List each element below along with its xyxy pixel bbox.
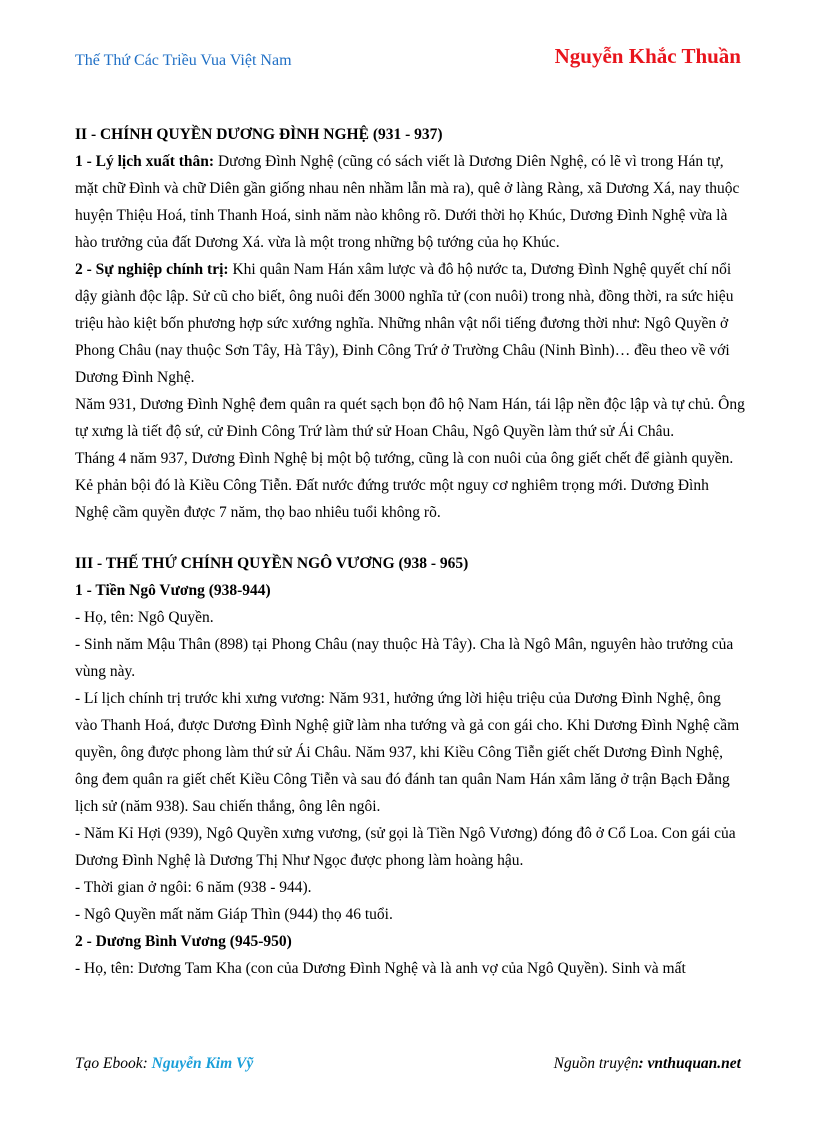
paragraph: Năm 931, Dương Đình Nghệ đem quân ra quét sạch bọn đô hộ Nam Hán, tái lập nền độc lập và tự chủ. Ông tự xưng là tiết độ sứ, cử Đinh Công Trứ làm thứ sử Hoan Châu, Ngô Quyền làm thứ sử Ái Châu.	[75, 396, 745, 440]
paragraph-label: 1 - Lý lịch xuất thân:	[75, 153, 215, 170]
subsection-title: 2 - Dương Bình Vương (945-950)	[75, 933, 292, 950]
paragraph	[75, 256, 745, 391]
paragraph-label: 2 - Sự nghiệp chính trị:	[75, 261, 229, 278]
list-item: - Họ, tên: Ngô Quyền.	[75, 609, 214, 626]
list-item: - Họ, tên: Dương Tam Kha (con của Dương Đình Nghệ và là anh vợ của Ngô Quyền). Sinh và mất	[75, 960, 686, 977]
paragraph-text: Dương Đình Nghệ (cũng có sách viết là Dương Diên Nghệ, có lẽ vì trong Hán tự, mặt chữ Đình và chữ Diên gần giống nhau nên nhầm lẫn mà ra), quê ở làng Ràng, xã Dương Xá, nay thuộc huyện Thiệu Hoá, tỉnh Thanh Hoá, sinh năm nào không rõ. Dưới thời họ Khúc, Dương Đình Nghệ vừa là hào trưởng của đất Dương Xá. vừa là một trong những bộ tướng của họ Khúc.	[75, 153, 740, 251]
list-item: - Sinh năm Mậu Thân (898) tại Phong Châu (nay thuộc Hà Tây). Cha là Ngô Mân, nguyên hào trưởng của vùng này.	[75, 636, 734, 680]
list-item: - Thời gian ở ngôi: 6 năm (938 - 944).	[75, 879, 312, 896]
source-site[interactable]: vnthuquan.net	[647, 1055, 741, 1072]
author-name: Nguyễn Khắc Thuần	[554, 44, 741, 68]
section-title: II - CHÍNH QUYỀN DƯƠNG ĐÌNH NGHỆ (931 - 937)	[75, 126, 443, 143]
document-body	[75, 121, 745, 982]
ebook-creator-name: Nguyễn Kim Vỹ	[151, 1055, 254, 1072]
paragraph-text: Khi quân Nam Hán xâm lược và đô hộ nước ta, Dương Đình Nghệ quyết chí nổi dậy giành độc lập. Sử cũ cho biết, ông nuôi đến 3000 nghĩa tử (con nuôi) trong nhà, đồng thời, ra sức hiệu triệu hào kiệt bốn phương hợp sức xướng nghĩa. Những nhân vật nổi tiếng đương thời như: Ngô Quyền ở Phong Châu (nay thuộc Sơn Tây, Hà Tây), Đinh Công Trứ ở Trường Châu (Ninh Bình)… đều theo về với Dương Đình Nghệ.	[75, 261, 734, 386]
list-item: - Ngô Quyền mất năm Giáp Thìn (944) thọ 46 tuổi.	[75, 906, 393, 923]
source-credit: Nguồn truyện: vnthuquan.net	[553, 1055, 741, 1072]
list-item: - Năm Kỉ Hợi (939), Ngô Quyền xưng vương, (sử gọi là Tiền Ngô Vương) đóng đô ở Cổ Loa. Con gái của Dương Đình Nghệ là Dương Thị Như Ngọc được phong làm hoàng hậu.	[75, 825, 736, 869]
book-title: Thế Thứ Các Triều Vua Việt Nam	[75, 52, 292, 69]
ebook-credit: Tạo Ebook: Nguyễn Kim Vỹ	[75, 1055, 254, 1072]
section-title: III - THẾ THỨ CHÍNH QUYỀN NGÔ VƯƠNG (938 - 965)	[75, 555, 469, 572]
paragraph	[75, 148, 745, 256]
list-item: - Lí lịch chính trị trước khi xưng vương: Năm 931, hưởng ứng lời hiệu triệu của Dương Đình Nghệ, ông vào Thanh Hoá, được Dương Đình Nghệ giữ làm nha tướng và gả con gái cho. Khi Dương Đình Nghệ cầm quyền, ông được phong làm thứ sử Ái Châu. Năm 937, khi Kiều Công Tiễn giết chết Dương Đình Nghệ, ông đem quân ra giết chết Kiều Công Tiễn và sau đó đánh tan quân Nam Hán xâm lăng ở trận Bạch Đằng lịch sử (năm 938). Sau chiến thắng, ông lên ngôi.	[75, 690, 740, 815]
page-header	[75, 44, 741, 80]
paragraph: Tháng 4 năm 937, Dương Đình Nghệ bị một bộ tướng, cũng là con nuôi của ông giết chết để giành quyền. Kẻ phản bội đó là Kiều Công Tiễn. Đất nước đứng trước một nguy cơ nghiêm trọng mới. Dương Đình Nghệ cầm quyền được 7 năm, thọ bao nhiêu tuổi không rõ.	[75, 450, 734, 521]
subsection-title: 1 - Tiền Ngô Vương (938-944)	[75, 582, 271, 599]
